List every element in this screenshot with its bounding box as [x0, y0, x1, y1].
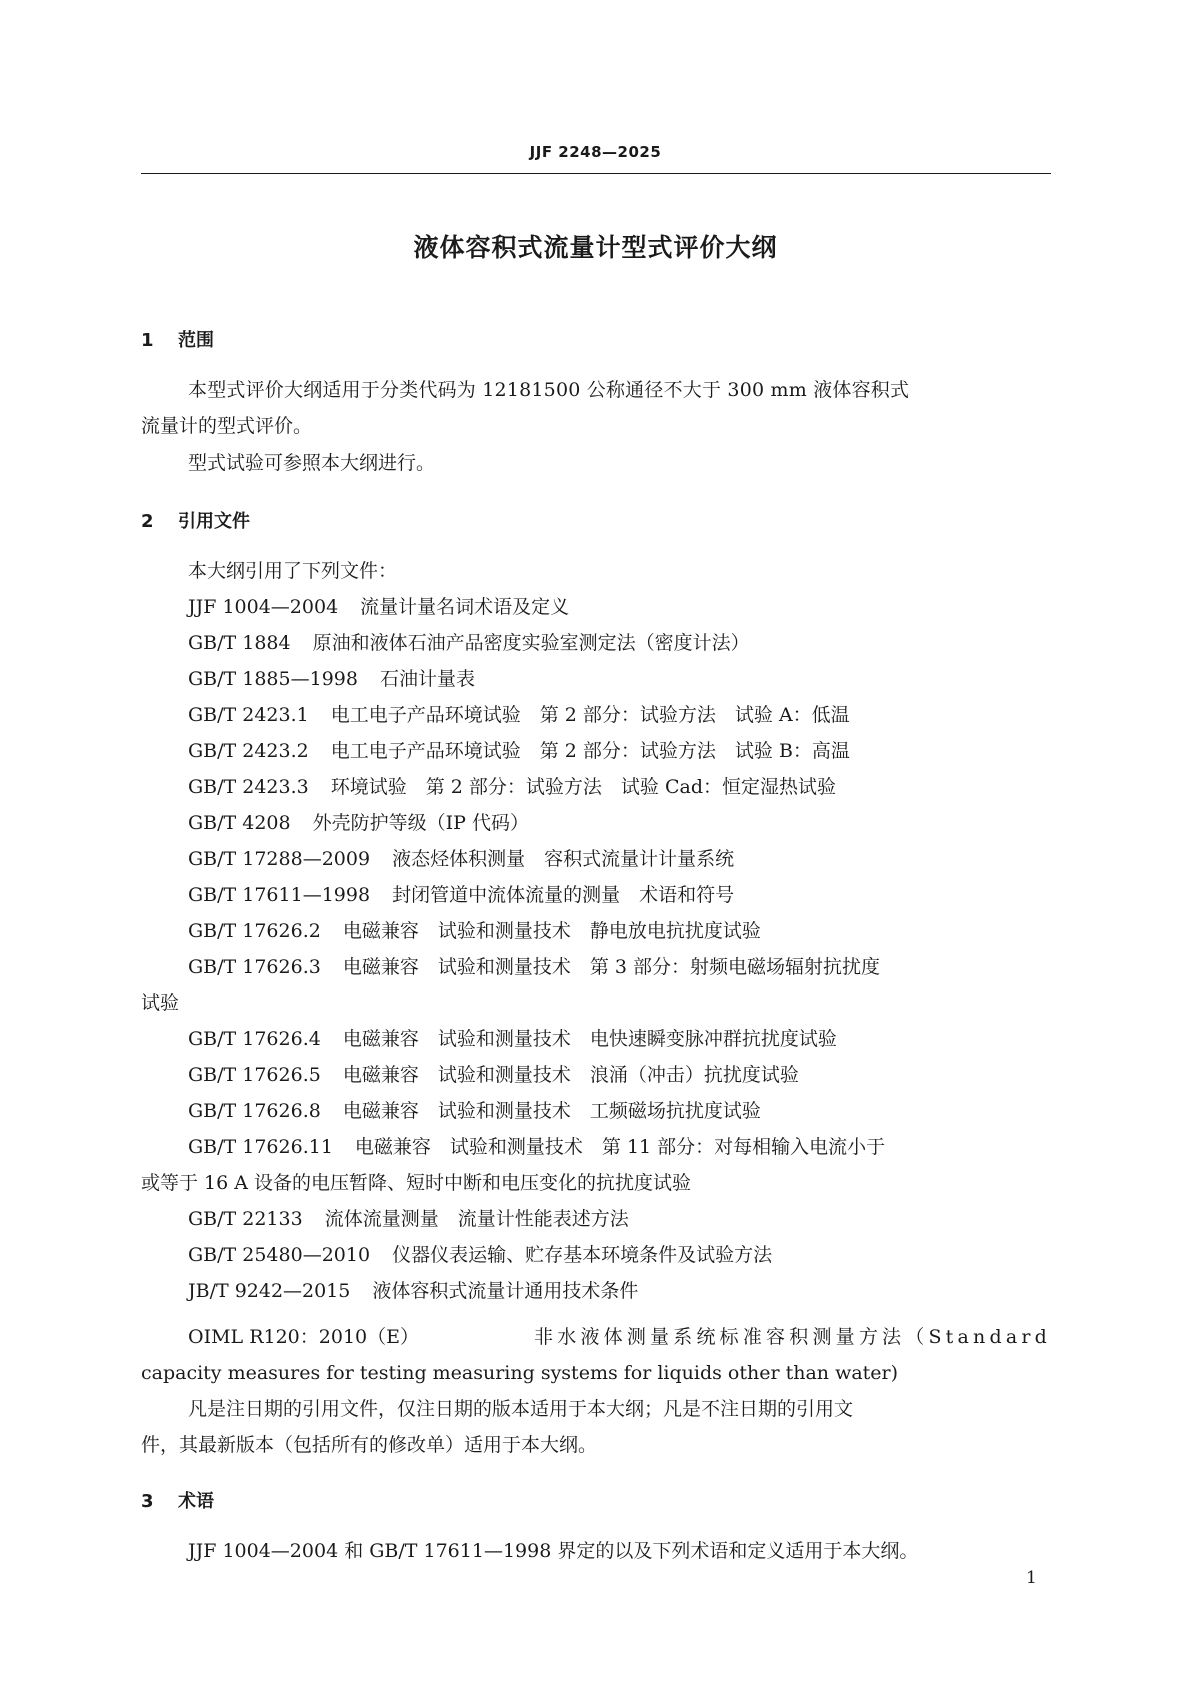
- reference-code: GB/T 2423.2: [188, 740, 309, 762]
- reference-item: [188, 883, 734, 907]
- document-title: 液体容积式流量计型式评价大纲: [413, 233, 778, 262]
- reference-oiml-title: 非水液体测量系统标准容积测量方法（Standard: [534, 1326, 1051, 1348]
- reference-item: [188, 1243, 772, 1267]
- reference-item: [188, 1063, 799, 1087]
- reference-item: [188, 631, 750, 655]
- header-code: JJF 2248—2025: [529, 143, 662, 161]
- reference-title: 流量计量名词术语及定义: [360, 596, 570, 618]
- section-1-title: 范围: [178, 330, 214, 351]
- reference-item: [188, 1279, 638, 1303]
- section-2-note-line-2: 件，其最新版本（包括所有的修改单）适用于本大纲。: [141, 1434, 598, 1456]
- reference-title: 仪器仪表运输、贮存基本环境条件及试验方法: [392, 1244, 773, 1266]
- reference-code: GB/T 17626.11: [188, 1136, 333, 1158]
- reference-title: 石油计量表: [379, 668, 475, 690]
- reference-code: GB/T 4208: [188, 812, 291, 834]
- reference-title: 电工电子产品环境试验 第 2 部分：试验方法 试验 B：高温: [330, 740, 850, 762]
- header-rule: [141, 173, 1051, 174]
- reference-item: [188, 595, 569, 619]
- section-2-note-line-1: 凡是注日期的引用文件，仅注日期的版本适用于本大纲；凡是不注日期的引用文: [188, 1398, 854, 1420]
- reference-item: [188, 1027, 837, 1051]
- reference-code: JJF 1004—2004: [188, 596, 339, 618]
- reference-title: 环境试验 第 2 部分：试验方法 试验 Cad：恒定湿热试验: [330, 776, 836, 798]
- reference-oiml-code: OIML R120：2010（E）: [188, 1326, 419, 1348]
- reference-title: 或等于 16 A 设备的电压暂降、短时中断和电压变化的抗扰度试验: [141, 1172, 692, 1194]
- reference-title: 电磁兼容 试验和测量技术 静电放电抗扰度试验: [342, 920, 761, 942]
- reference-code: GB/T 2423.1: [188, 704, 309, 726]
- reference-oiml-line-1: [188, 1325, 1051, 1349]
- reference-title: 封闭管道中流体流量的测量 术语和符号: [392, 884, 735, 906]
- reference-title: 电磁兼容 试验和测量技术 电快速瞬变脉冲群抗扰度试验: [342, 1028, 837, 1050]
- reference-code: GB/T 25480—2010: [188, 1244, 371, 1266]
- section-1-number: 1: [141, 330, 154, 351]
- reference-item: [188, 955, 880, 979]
- reference-title: 电磁兼容 试验和测量技术 浪涌（冲击）抗扰度试验: [342, 1064, 799, 1086]
- reference-code: GB/T 17611—1998: [188, 884, 371, 906]
- reference-title: 液态烃体积测量 容积式流量计计量系统: [392, 848, 735, 870]
- reference-title: 试验: [141, 992, 180, 1014]
- reference-continuation: [141, 991, 179, 1015]
- reference-code: GB/T 1884: [188, 632, 291, 654]
- reference-code: GB/T 17626.5: [188, 1064, 321, 1086]
- reference-item: [188, 775, 836, 799]
- reference-code: GB/T 22133: [188, 1208, 303, 1230]
- reference-code: GB/T 1885—1998: [188, 668, 358, 690]
- section-3-title: 术语: [178, 1491, 214, 1512]
- reference-item: [188, 1207, 629, 1231]
- section-1-heading: [141, 326, 214, 352]
- section-2-heading: [141, 507, 250, 533]
- reference-item: [188, 811, 529, 835]
- reference-item: [188, 703, 850, 727]
- reference-code: GB/T 17626.8: [188, 1100, 321, 1122]
- reference-item: [188, 1099, 761, 1123]
- section-1-para-1-line-1: 本型式评价大纲适用于分类代码为 12181500 公称通径不大于 300 mm 液体容积式: [188, 379, 910, 401]
- reference-title: 外壳防护等级（IP 代码）: [312, 812, 529, 834]
- section-2-number: 2: [141, 511, 154, 532]
- reference-code: GB/T 17626.2: [188, 920, 321, 942]
- reference-code: GB/T 2423.3: [188, 776, 309, 798]
- section-3-number: 3: [141, 1491, 154, 1512]
- reference-oiml-line-2: capacity measures for testing measuring systems for liquids other than water): [141, 1362, 899, 1384]
- reference-title: 电磁兼容 试验和测量技术 第 11 部分：对每相输入电流小于: [354, 1136, 886, 1158]
- section-1-para-1-line-2: 流量计的型式评价。: [141, 415, 313, 437]
- page-number: 1: [1026, 1568, 1037, 1588]
- reference-item: [188, 1135, 885, 1159]
- reference-code: JB/T 9242—2015: [188, 1280, 351, 1302]
- reference-code: GB/T 17626.4: [188, 1028, 321, 1050]
- reference-item: [188, 739, 850, 763]
- reference-code: GB/T 17288—2009: [188, 848, 371, 870]
- reference-item: [188, 847, 734, 871]
- section-3-heading: [141, 1487, 214, 1513]
- reference-title: 液体容积式流量计通用技术条件: [372, 1280, 639, 1302]
- reference-title: 电工电子产品环境试验 第 2 部分：试验方法 试验 A：低温: [330, 704, 850, 726]
- section-1-para-2: 型式试验可参照本大纲进行。: [188, 452, 436, 474]
- reference-item: [188, 919, 761, 943]
- reference-title: 电磁兼容 试验和测量技术 第 3 部分：射频电磁场辐射抗扰度: [342, 956, 880, 978]
- reference-item: [188, 667, 475, 691]
- section-2-intro: 本大纲引用了下列文件：: [188, 560, 398, 582]
- reference-title: 电磁兼容 试验和测量技术 工频磁场抗扰度试验: [342, 1100, 761, 1122]
- reference-continuation: [141, 1171, 691, 1195]
- reference-code: GB/T 17626.3: [188, 956, 321, 978]
- section-2-title: 引用文件: [178, 511, 250, 532]
- reference-title: 流体流量测量 流量计性能表述方法: [324, 1208, 629, 1230]
- reference-title: 原油和液体石油产品密度实验室测定法（密度计法）: [312, 632, 750, 654]
- section-3-para-1: JJF 1004—2004 和 GB/T 17611—1998 界定的以及下列术语和定义适用于本大纲。: [188, 1540, 919, 1562]
